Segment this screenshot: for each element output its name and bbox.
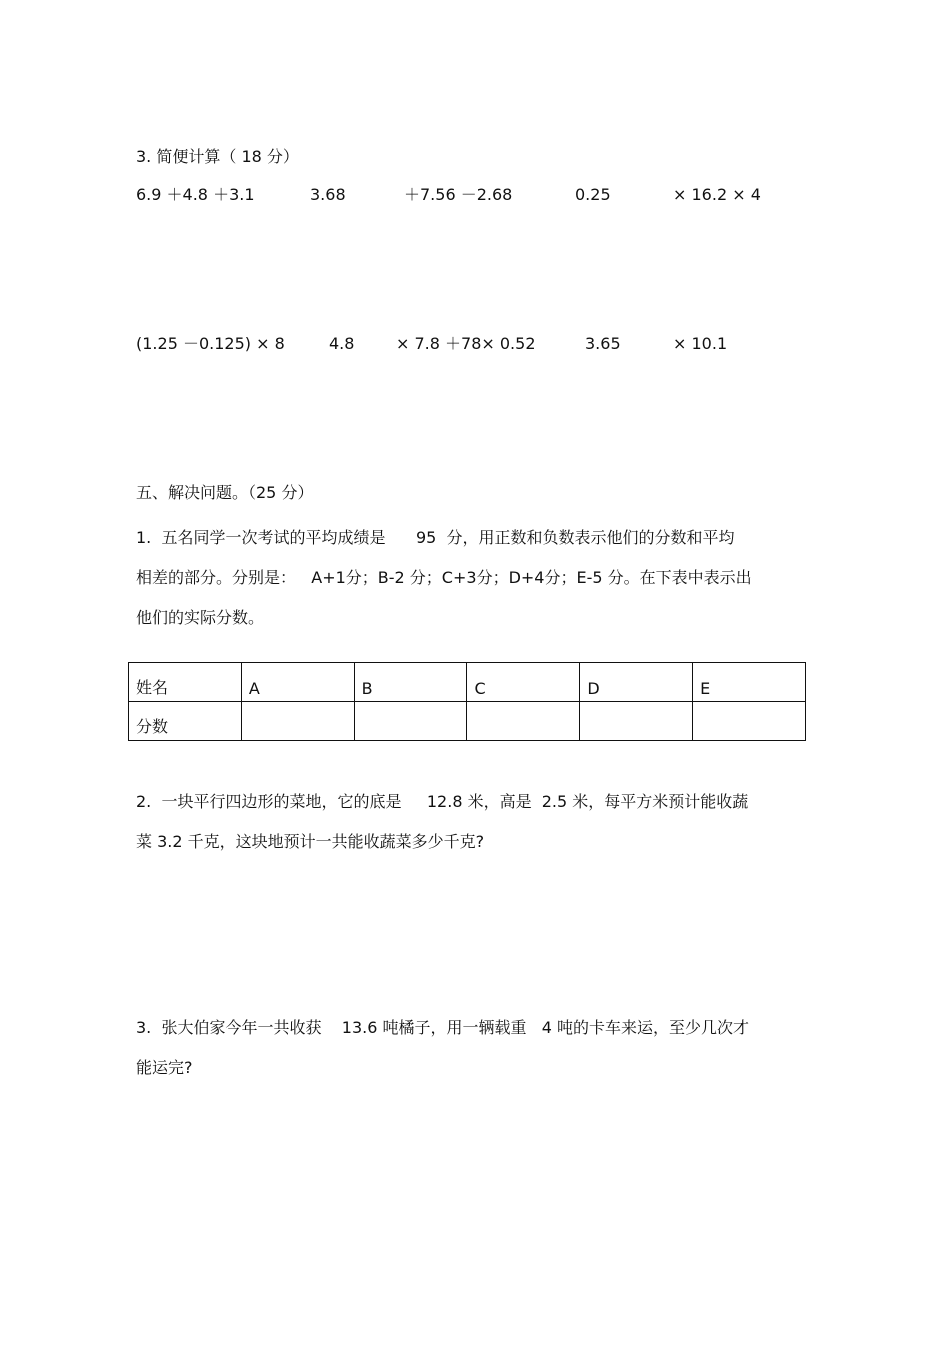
answer-cell[interactable] [467,702,580,741]
question-1 [136,518,808,638]
header-cell: 姓名 [129,663,242,702]
calc-item: 4.8 [329,334,355,353]
calc-item: × 16.2 × 4 [673,185,761,204]
header-cell: A [241,663,354,702]
answer-cell[interactable] [580,702,693,741]
answer-cell[interactable] [241,702,354,741]
question-line: 相差的部分。分别是： A+1分；B-2 分；C+3分；D+4分；E-5 分。在下表中表示出 [136,568,752,587]
calc-item: 6.9 ＋4.8 ＋3.1 [136,185,255,204]
question-line: 1. 五名同学一次考试的平均成绩是 95 分，用正数和负数表示他们的分数和平均 [136,528,735,547]
section5-title: 五、解决问题。（25 分） [136,483,314,502]
section3-title: 3. 简便计算（ 18 分） [136,147,299,166]
question-line: 菜 3.2 千克，这块地预计一共能收蔬菜多少千克? [136,832,485,851]
header-cell: B [354,663,467,702]
question-line: 3. 张大伯家今年一共收获 13.6 吨橘子，用一辆载重 4 吨的卡车来运，至少几次才 [136,1018,750,1037]
table-row [129,702,806,741]
question-line: 2. 一块平行四边形的菜地，它的底是 12.8 米，高是 2.5 米，每平方米预计能收蔬 [136,792,749,811]
calc-item: ＋7.56 －2.68 [404,185,513,204]
calc-item: 3.65 [585,334,621,353]
calc-item: 0.25 [575,185,611,204]
header-cell: D [580,663,693,702]
question-line: 他们的实际分数。 [136,608,265,627]
table-header-row [129,663,806,702]
calc-item: (1.25 －0.125) × 8 [136,334,285,353]
score-table [128,662,806,741]
question-3 [136,1008,808,1088]
calc-item: × 10.1 [673,334,728,353]
row-label-cell: 分数 [129,702,242,741]
question-line: 能运完? [136,1058,193,1077]
question-2 [136,782,808,862]
header-cell: C [467,663,580,702]
header-cell: E [693,663,806,702]
calc-item: 3.68 [310,185,346,204]
calc-item: × 7.8 ＋78× 0.52 [396,334,536,353]
answer-cell[interactable] [693,702,806,741]
answer-cell[interactable] [354,702,467,741]
